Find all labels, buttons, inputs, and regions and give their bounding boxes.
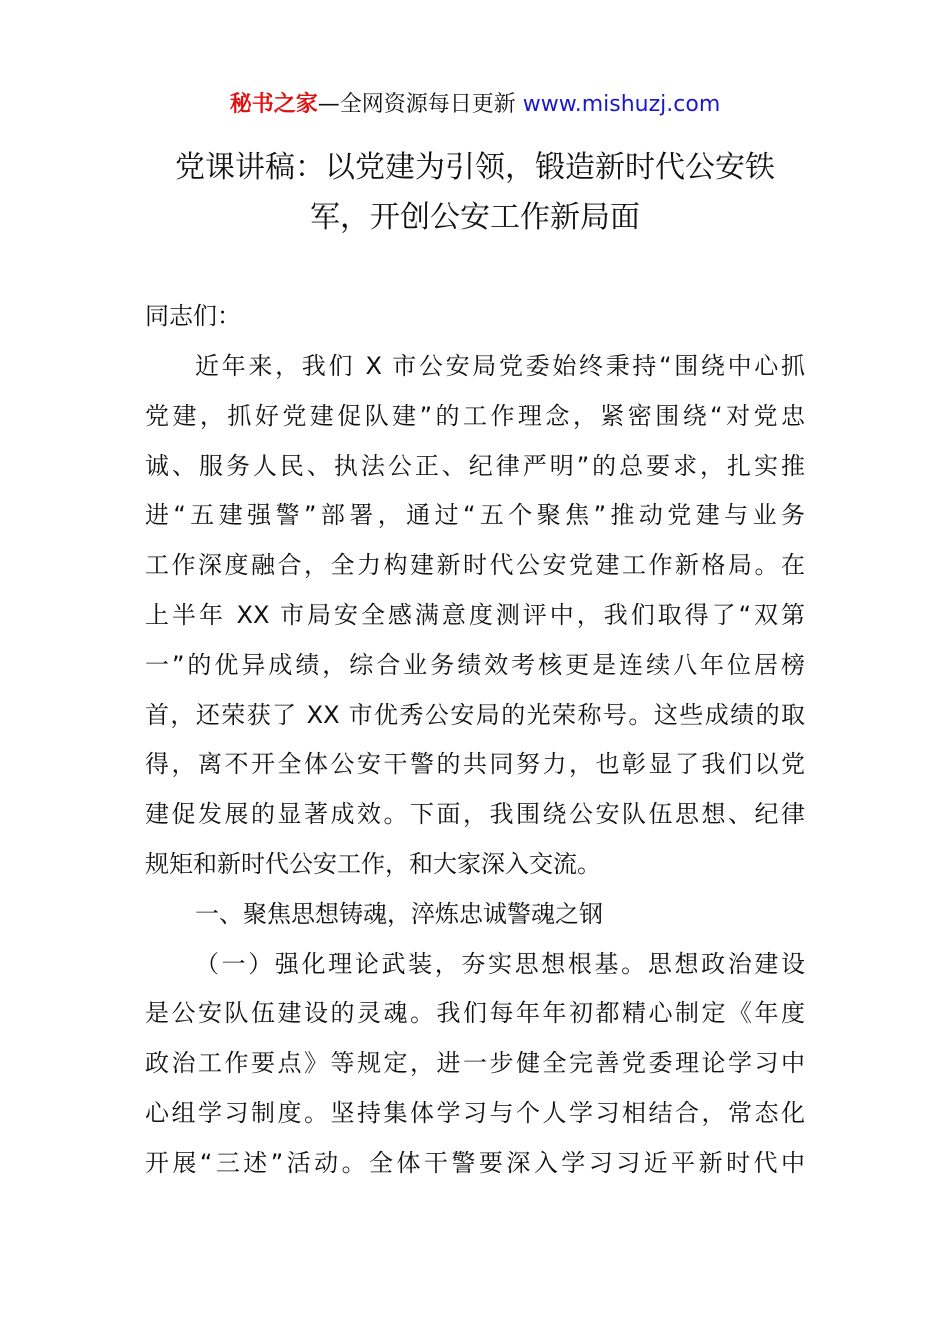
body-line: 近年来，我们 X 市公安局党委始终秉持“围绕中心抓 xyxy=(195,352,805,380)
body-line: 得，离不开全体公安干警的共同努力，也彰显了我们以党 xyxy=(145,750,805,779)
body-line: 党建，抓好党建促队建”的工作理念，紧密围绕“对党忠 xyxy=(145,401,805,430)
salutation: 同志们： xyxy=(145,302,241,330)
site-header xyxy=(0,88,950,122)
body-line: 是公安队伍建设的灵魂。我们每年年初都精心制定《年度 xyxy=(145,999,805,1028)
document-title-line-2: 军，开创公安工作新局面 xyxy=(310,200,640,235)
body-line: （一）强化理论武装，夯实思想根基。思想政治建设 xyxy=(195,949,805,978)
document-title-line-1: 党课讲稿：以党建为引领，锻造新时代公安铁 xyxy=(175,150,775,185)
body-line: 心组学习制度。坚持集体学习与个人学习相结合，常态化 xyxy=(145,1099,805,1127)
brand-name: 秘书之家 xyxy=(229,92,318,117)
body-line: 上半年 XX 市局安全感满意度测评中，我们取得了“双第 xyxy=(145,601,805,629)
header-tagline: —全网资源每日更新 xyxy=(317,92,523,117)
body-line: 工作深度融合，全力构建新时代公安党建工作新格局。在 xyxy=(145,551,805,580)
body-line: 政治工作要点》等规定，进一步健全完善党委理论学习中 xyxy=(145,1049,805,1078)
body-line: 规矩和新时代公安工作，和大家深入交流。 xyxy=(145,850,601,878)
body-line: 一、聚焦思想铸魂，淬炼忠诚警魂之钢 xyxy=(195,899,603,928)
body-line: 首，还荣获了 XX 市优秀公安局的光荣称号。这些成绩的取 xyxy=(145,700,805,729)
body-line: 开展“三述”活动。全体干警要深入学习习近平新时代中 xyxy=(145,1148,805,1177)
body-line: 诚、服务人民、执法公正、纪律严明”的总要求，扎实推 xyxy=(145,451,805,480)
body-line: 建促发展的显著成效。下面，我围绕公安队伍思想、纪律 xyxy=(145,800,805,829)
site-url[interactable]: www.mishuzj.com xyxy=(522,92,721,117)
body-line: 进“五建强警”部署，通过“五个聚焦”推动党建与业务 xyxy=(145,501,805,530)
body-line: 一”的优异成绩，综合业务绩效考核更是连续八年位居榜 xyxy=(145,650,805,679)
